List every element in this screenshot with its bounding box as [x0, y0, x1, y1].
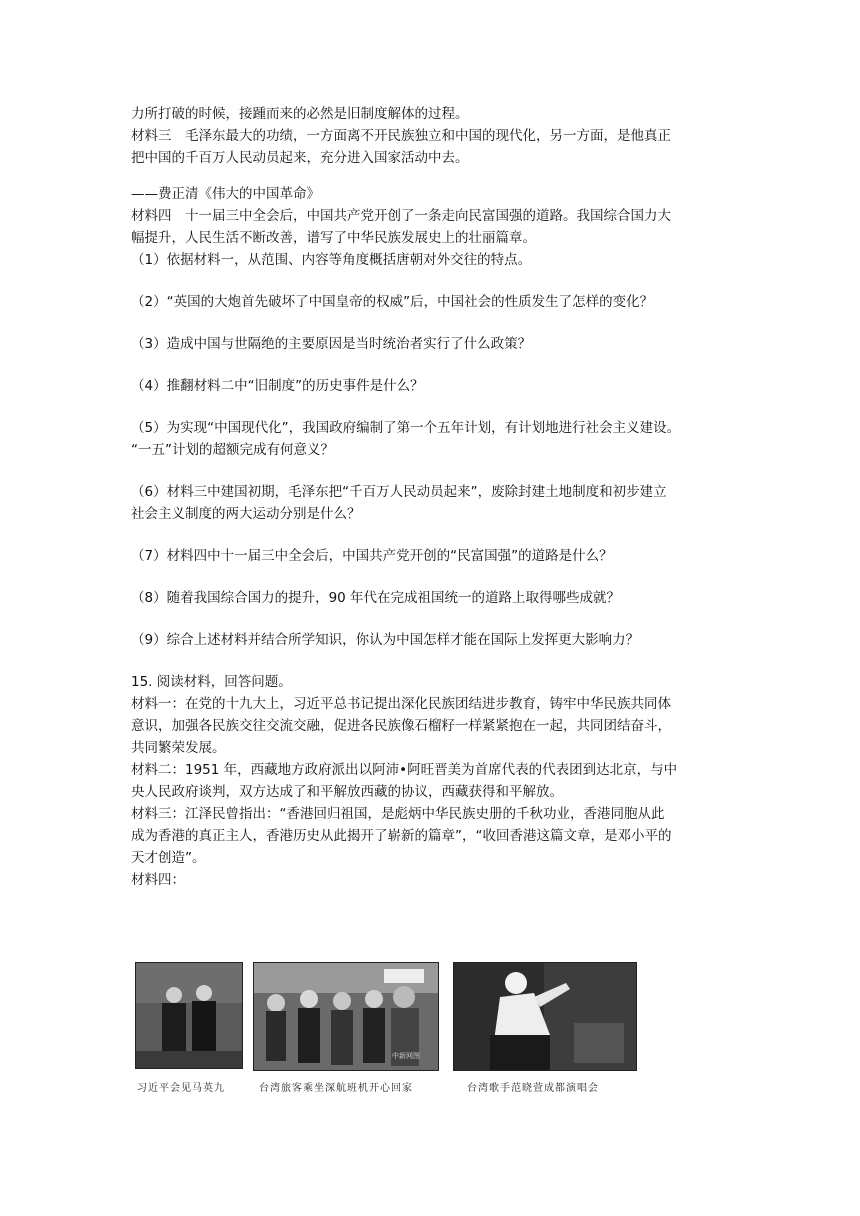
q15-material-2: 央人民政府谈判，双方达成了和平解放西藏的协议，西藏获得和平解放。 — [131, 784, 563, 800]
source-citation: ——费正清《伟大的中国革命》 — [131, 186, 320, 202]
question-6-cont: 社会主义制度的两大运动分别是什么？ — [131, 506, 361, 522]
q15-material-2: 材料二：1951 年，西藏地方政府派出以阿沛•阿旺晋美为首席代表的代表团到达北京，与中 — [131, 762, 678, 778]
photo-singer-concert-image — [454, 963, 636, 1070]
photo-2-source-tag: 中新网图 — [392, 1052, 420, 1060]
document-body — [131, 103, 737, 891]
question-9: （9）综合上述材料并结合所学知识，你认为中国怎样才能在国际上发挥更大影响力？ — [131, 632, 640, 648]
photo-1-caption: 习近平会见马英九 — [137, 1083, 225, 1094]
photo-leaders-meeting — [135, 962, 243, 1069]
question-15-title: 15. 阅读材料，回答问题。 — [131, 674, 292, 690]
q15-material-1: 意识，加强各民族交往交流交融，促进各民族像石榴籽一样紧紧抱在一起，共同团结奋斗， — [131, 718, 671, 734]
photo-travellers-return — [253, 962, 439, 1071]
photo-leaders-meeting-image — [136, 963, 242, 1068]
material-3-line: 把中国的千百万人民动员起来，充分进入国家活动中去。 — [131, 150, 469, 166]
material-4-line: 材料四 十一届三中全会后，中国共产党开创了一条走向民富国强的道路。我国综合国力大 — [131, 208, 671, 224]
photo-2-caption: 台湾旅客乘坐深航班机开心回家 — [259, 1083, 413, 1094]
material-4-photo-strip — [131, 962, 651, 1102]
q15-material-1: 材料一：在党的十九大上，习近平总书记提出深化民族团结进步教育，铸牢中华民族共同体 — [131, 696, 671, 712]
question-2: （2）“英国的大炮首先破坏了中国皇帝的权威”后，中国社会的性质发生了怎样的变化？ — [131, 294, 654, 310]
question-5: （5）为实现“中国现代化”，我国政府编制了第一个五年计划，有计划地进行社会主义建设。 — [131, 420, 681, 436]
question-3: （3）造成中国与世隔绝的主要原因是当时统治者实行了什么政策？ — [131, 336, 532, 352]
q15-material-4-label: 材料四： — [131, 872, 185, 888]
question-5-cont: “一五”计划的超额完成有何意义？ — [131, 442, 334, 458]
material-4-line: 幅提升，人民生活不断改善，谱写了中华民族发展史上的壮丽篇章。 — [131, 230, 536, 246]
q15-material-3: 材料三：江泽民曾指出：“香港回归祖国，是彪炳中华民族史册的千秋功业，香港同胞从此 — [131, 806, 665, 822]
question-6: （6）材料三中建国初期，毛泽东把“千百万人民动员起来”，废除封建土地制度和初步建立 — [131, 484, 667, 500]
text-line: 力所打破的时候，接踵而来的必然是旧制度解体的过程。 — [131, 106, 469, 122]
photo-3 — [453, 962, 637, 1094]
q15-material-3: 天才创造”。 — [131, 850, 206, 866]
photo-1 — [135, 962, 243, 1094]
q15-material-3: 成为香港的真正主人，香港历史从此揭开了崭新的篇章”，“收回香港这篇文章，是邓小平的 — [131, 828, 672, 844]
question-1: （1）依据材料一，从范围、内容等角度概括唐朝对外交往的特点。 — [131, 252, 532, 268]
photo-singer-concert — [453, 962, 637, 1071]
photo-3-caption: 台湾歌手范晓萱成都演唱会 — [467, 1083, 599, 1094]
question-7: （7）材料四中十一届三中全会后，中国共产党开创的“民富国强”的道路是什么？ — [131, 548, 613, 564]
photo-2 — [253, 962, 439, 1094]
question-4: （4）推翻材料二中“旧制度”的历史事件是什么？ — [131, 378, 424, 394]
question-8: （8）随着我国综合国力的提升，90 年代在完成祖国统一的道路上取得哪些成就？ — [131, 590, 621, 606]
q15-material-1: 共同繁荣发展。 — [131, 740, 226, 756]
material-3-line: 材料三 毛泽东最大的功绩，一方面离不开民族独立和中国的现代化，另一方面，是他真正 — [131, 128, 671, 144]
